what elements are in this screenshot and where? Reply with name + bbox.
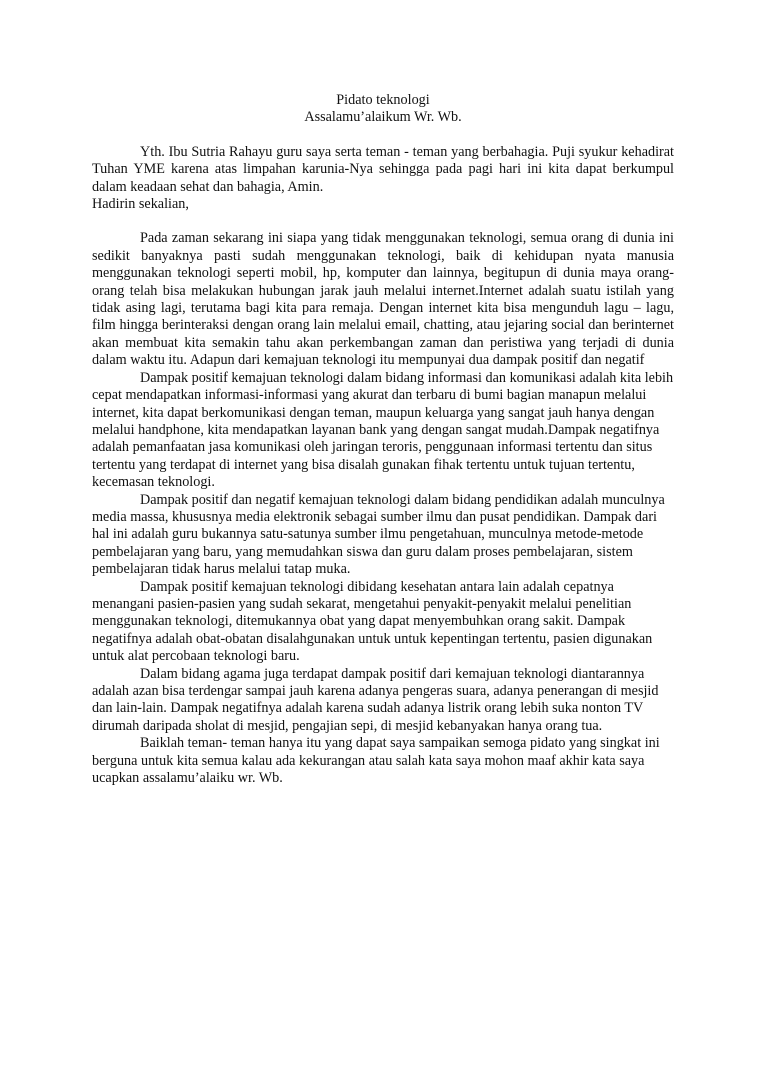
paragraph-closing: Baiklah teman- teman hanya itu yang dapat saya sampaikan semoga pidato yang singkat ini berguna untuk kita semua kalau ada kekurangan atau salah kata saya mohon maaf akhir kata saya ucapkan assalamu’alaiku wr. Wb.	[92, 735, 660, 787]
paragraph-information-impact: Dampak positif kemajuan teknologi dalam bidang informasi dan komunikasi adalah kita lebih cepat mendapatkan informasi-informasi yang akurat dan terbaru di bumi bagian manapun melalui internet, kita dapat berkomunikasi dengan teman, maupun keluarga yang sangat jauh hanya dengan melalui handphone, kita mendapatkan layanan bank yang dengan sangat mudah.Dampak negatifnya adalah pemanfaatan jasa komunikasi oleh jaringan teroris, penggunaan informasi tertentu dan situs tertentu yang terdapat di internet yang bisa disalah gunakan fihak tertentu untuk tujuan tertentu, kecemasan teknologi.	[92, 369, 674, 491]
opening-greeting: Assalamu’alaikum Wr. Wb.	[304, 109, 462, 126]
document-page	[92, 92, 674, 787]
title-block	[92, 92, 674, 127]
paragraph-technology-intro: Pada zaman sekarang ini siapa yang tidak menggunakan teknologi, semua orang di dunia ini sedikit banyaknya pasti sudah menggunakan teknologi, baik di kehidupan nyata manusia menggunakan teknologi seperti mobil, hp, komputer dan lainnya, begitupun di dunia maya orang-orang telah bisa melakukan hubungan jarak jauh melalui internet.Internet adalah suatu istilah yang tidak asing lagi, terutama bagi kita para remaja. Dengan internet kita bisa mengunduh lagu – lagu, film hingga berinteraksi dengan orang lain melalui email, chatting, atau jejaring social dan berinternet akan membuat kita semakin tahu akan perkembangan zaman dan peristiwa yang terjadi di dunia dalam waktu itu. Adapun dari kemajuan teknologi itu mempunyai dua dampak positif dan negatif	[92, 230, 674, 369]
paragraph-address: Hadirin sekalian,	[92, 196, 189, 213]
paragraph-education-impact: Dampak positif dan negatif kemajuan teknologi dalam bidang pendidikan adalah munculnya media massa, khususnya media elektronik sebagai sumber ilmu dan pusat pendidikan. Dampak dari hal ini adalah guru bukannya satu-satunya sumber ilmu pengetahuan, munculnya metode-metode pembelajaran yang baru, yang memudahkan siswa dan guru dalam proses pembelajaran, sistem pembelajaran tidak harus melalui tatap muka.	[92, 491, 665, 578]
paragraph-opening: Yth. Ibu Sutria Rahayu guru saya serta teman - teman yang berbahagia. Puji syukur kehadirat Tuhan YME karena atas limpahan karunia-Nya sehingga pada pagi hari ini kita dapat berkumpul dalam keadaan sehat dan bahagia, Amin.	[92, 143, 674, 195]
paragraph-religion-impact: Dalam bidang agama juga terdapat dampak positif dari kemajuan teknologi diantarannya adalah azan bisa terdengar sampai jauh karena adanya pengeras suara, adanya penerangan di mesjid dan lain-lain. Dampak negatifnya adalah karena sudah adanya listrik orang lebih suka nonton TV dirumah daripada sholat di mesjid, pengajian sepi, di mesjid kebanyakan hanya orang tua.	[92, 665, 659, 734]
document-title: Pidato teknologi	[336, 92, 430, 108]
paragraph-gap	[92, 213, 674, 230]
paragraph-health-impact: Dampak positif kemajuan teknologi dibidang kesehatan antara lain adalah cepatnya menangani pasien-pasien yang sudah sekarat, mengetahui penyakit-penyakit melalui penelitian menggunakan teknologi, ditemukannya obat yang dapat menyembuhkan orang sakit. Dampak negatifnya adalah obat-obatan disalahgunakan untuk untuk kepentingan tertentu, pasien digunakan untuk alat percobaan teknologi baru.	[92, 578, 653, 665]
